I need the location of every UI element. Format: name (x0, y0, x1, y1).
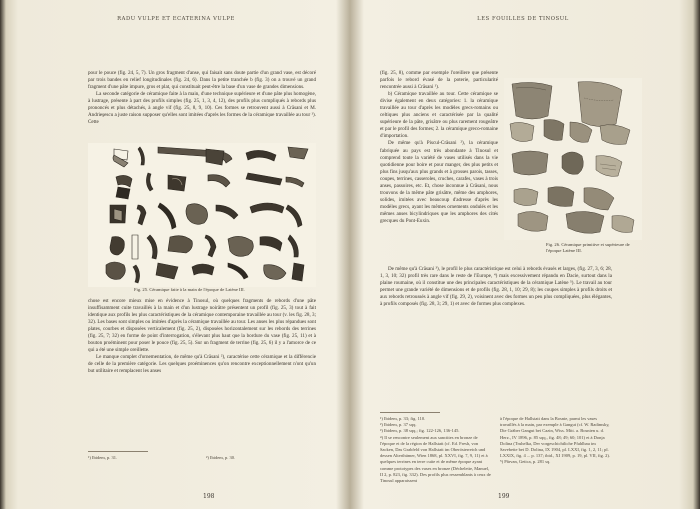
right-footnotes-col-2 (500, 416, 612, 484)
right-body-top (380, 70, 498, 225)
left-page (6, 0, 346, 509)
left-footnotes (88, 455, 316, 461)
right-paragraph-3: De même qu'à Piscul-Crăsani ²), la céramique fabriquée au pays est très abondante à Tinosul et comprend toute la variété de vases utilisés dans la vie quotidienne pour boire et pour manger, des plus petits et plus fins jusqu'aux plus grands et à grosses parois, tasses, coupes, terrines, casseroles, cruches, carafes, vases à trois anses, passoires, etc. Et, chose inconnue à Crăsani, nous trouvons de la même pâte grisâtre, même des amphores, solides, imitées avec beaucoup d'adresse d'après les modèles grecs, ayant les mêmes ornements ondulés et les mêmes anses bicylindriques que les amphores des cités grecques du Pont-Euxin. (380, 140, 498, 224)
left-footnote-rule (88, 451, 148, 452)
figure-25-caption: Fig. 25. Céramique faite à la main de l'époque de Latène III. (134, 287, 245, 292)
left-footnote-1: ¹) Ibidem, p. 31. (88, 455, 118, 460)
left-paragraph-3: chose est encore mieux mise en évidence à Tinosul, où quelques fragments de rebords d'une pâte insuffisamment cuite travaillés à la main et d'un lustrage noirâtre présentent un profil (fig. 25, 3) tout à fait identique aux profils les plus caractéristiques de la céramique contemporaine travaillée au tour (v. les fig. 28, 3; 32). Les bases sont simples ou imitées d'après la céramique travaillée au tour. Les anses les plus répandues sont plates, courbes et disposées verticalement (fig. 25, 2), disposées horizontalement sur les rebords des terrines (fig. 25, 7; 32) en forme de point d'interrogation, s'élevant plus haut que la bordure du vase (fig. 25, 11) et à bouton proéminent pour poser le pouce (fig. 25, 5). Sur un fragment de terrine (fig. 25, 6) il y a l'amorce de ce qui a été une simple oreillette. (88, 298, 316, 354)
right-running-head: LES FOUILLES DE TINOSUL (477, 16, 569, 22)
left-running-head: RADU VULPE ET ECATERINA VULPE (117, 16, 235, 22)
right-footnote-1: ¹) Ibidem, p. 33; fig. 110. (380, 416, 426, 421)
right-footnote-4: ⁴) Il se rencontre seulement aux sanctites en bronze de l'époque et de la région de Hallstatt (cf. Ed. Fresh, von Sacken, Das Grabfeld von Hallstatt im Oberösterreich und dessen Alterthümer, Wien 1868, pl. XXVI, fig. 7, 9, 11) et à quelques terrines en terre cuite et de même époque ayant comme prototypes des vases en bronze (Déchelette, Manuel, II 2, p. 823, fig. 332). Des profils plus ressemblants à ceux de Tinosul apparaissent (380, 434, 491, 484)
right-page-number: 199 (498, 493, 510, 500)
right-footnote-2: ²) Ibidem, p. 37 sqq. (380, 422, 417, 428)
right-footnote-rule (380, 412, 440, 413)
right-footnote-3: ³) Ibidem, p. 38 sqq.; fig. 122-126, 136-145. (380, 428, 460, 434)
figure-26-caption: Fig. 26. Céramique primitive et supérieure de l'époque Latène III. (546, 242, 630, 253)
right-footnotes-col-1 (380, 416, 492, 484)
left-page-number: 198 (203, 493, 215, 500)
left-paragraph-1: pour le pouce (fig. 24, 5, 7). Un gros fragment d'anse, qui faisait sans doute partie d'un grand vase, est décoré par trois bandes en relief longitudinales (fig. 24, 6). Dans la petite tranchée b (fig. 3) on a trouvé un grand fragment d'une pâte impure, gros et plat, qui constituait peut-être la base d'un vase de grandes dimensions. (88, 70, 316, 91)
left-body-bottom (88, 298, 316, 376)
pottery-photo-figure (504, 78, 642, 240)
right-body-bottom (380, 266, 612, 308)
right-footnote-4-cont: à l'époque de Hallstatt dans la Bosnie, parmi les vases travaillés à la main, par exemple à Gangut (cf. W. Radimsky, Die Gräber Gangut bei Cazin, Wiss. Mitt. a. Bosnien u. d. Herz., IV 1896, p. 85 sqq., fig. 48; 49; 60; 101) et à Donja Dolina (Truhelka, Der vorgeschichtliche Pfahlbau im Savebette bei D. Dolina, IX 1904, pl. LXXI, fig. 1, 2, 11; pl. LXXIX, fig. 4 ... p. 137; ibid., XI 1909, p. 19, pl. VII, fig. 2). (500, 416, 611, 459)
right-footnote-5: ⁵) Pârvan, Getica, p. 281 sq. (500, 459, 551, 465)
left-paragraph-2: La seconde catégorie de céramique faite à la main, d'une technique supérieure et d'une pâte plus homogène, à lustrage, présente à part des profils simples (fig. 25, 1, 3, 4, 12), des profils plus compliqués à rebords plus prononcés et plus détachés, à angle vif (fig. 25, 8, 9, 10). Ces formes se retrouvent aussi à Crăsani et M. Andrieşescu a juste raison supposer qu'elles sont imitées d'après les formes de la céramique travaillée au tour ¹). Cette (88, 91, 316, 126)
right-paragraph-1: (fig. 25, 8), comme par exemple l'oreillere que présente parfois le rebord évasé de la poterie, particularité rencontrée aussi à Crăsani ¹). (380, 70, 498, 91)
left-paragraph-4: Le manque complet d'ornementation, de même qu'à Crăsani ²), caractérise cette céramique et la différencie de celle de la première catégorie. Les quelques proéminences qu'on rencontre exceptionnellement n'ont qu'un but utilitaire et remplacent les anses (88, 354, 316, 375)
right-footnotes (380, 416, 612, 484)
left-footnote-2: ²) Ibidem, p. 30. (206, 455, 236, 460)
right-paragraph-2: b) Céramique travaillée au tour. Cette céramique se divise également en deux catégories: 1. la céramique travaillée au tour d'après les modèles grecs-romains ou celtiques plus anciens et caractérisée par la qualité supérieure de la pâte, grisâtre ou plus rarement rougeâtre et par le profil des formes; 2. la céramique greco-romaine d'importation. (380, 91, 498, 140)
ceramic-fragments-figure (88, 143, 316, 287)
left-body-top (88, 70, 316, 126)
right-paragraph-4: De même qu'à Crăsani ³), le profil le plus caractéristique est celui à rebords évasés et larges, (fig. 27, 3, 6; 28, 1, 3, 10; 32) profil très rare dans le reste de l'Europe, ⁴) mais excessivement répandu en Dacie, surtout dans la plaine roumaine, où il constitue une des principales caractéristiques de la céramique Latène ⁵). Le travail au tour permet une grande variété de dimensions et de profils (fig. 28, 1, 10; 29, 8); les coupes simples à profils droits et aux rebords retroussés à angle vif (fig. 29, 2), voisinent avec des formes un peu plus compliquées, plus élégantes, à profils composés (fig. 28, 3; 29, 1) et avec de formes plus complexes. (380, 266, 612, 308)
right-page (352, 0, 694, 509)
